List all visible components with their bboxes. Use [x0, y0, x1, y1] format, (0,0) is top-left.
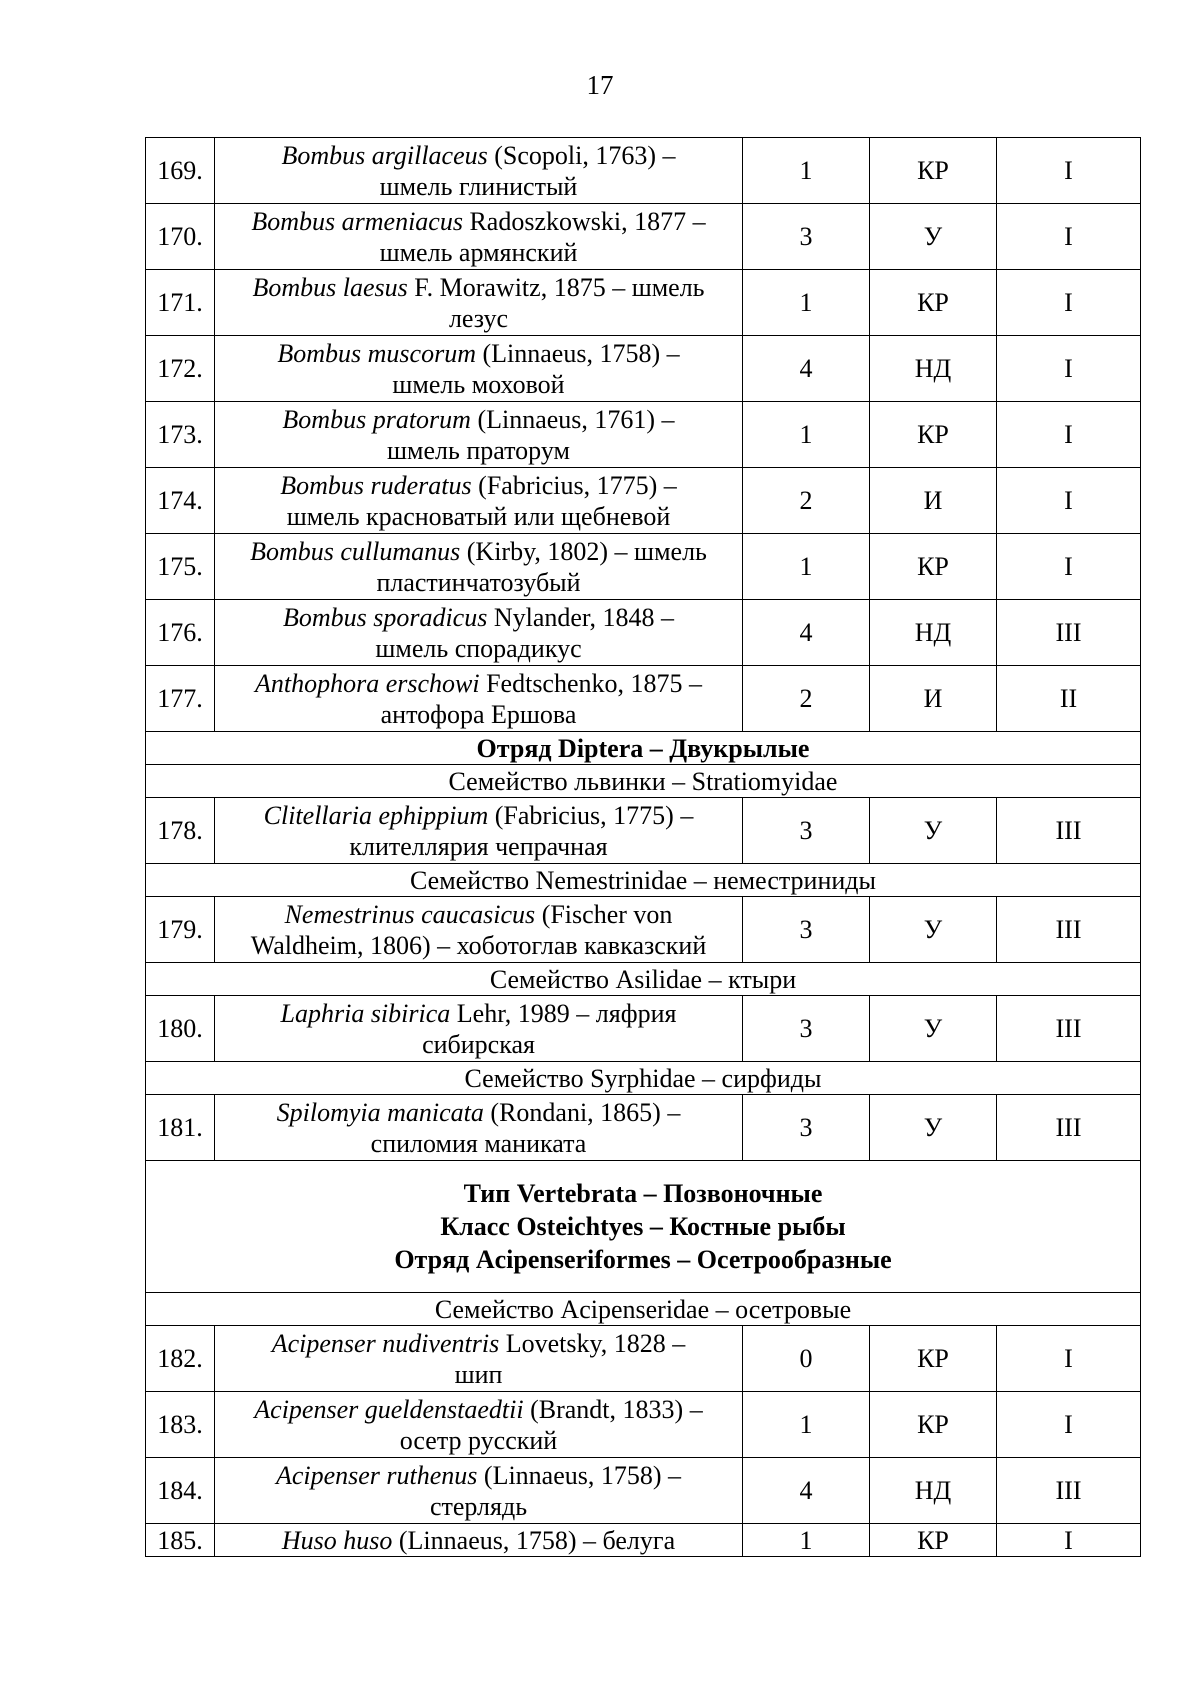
- latin-name: Anthophora erschowi: [254, 668, 480, 698]
- rarity-category: 4: [743, 1458, 870, 1524]
- priority-level: III: [997, 798, 1141, 864]
- latin-name: Bombus sporadicus: [282, 602, 488, 632]
- species-name: [215, 798, 743, 864]
- common-name-line: Waldheim, 1806) – хоботоглав кавказский: [250, 930, 707, 960]
- author-and-common-name: Radoszkowski, 1877 –: [462, 206, 706, 236]
- author-and-common-name: (Linnaeus, 1761) –: [470, 404, 675, 434]
- priority-level: III: [997, 996, 1141, 1062]
- page-number: 17: [586, 70, 614, 100]
- rarity-category: 1: [743, 1392, 870, 1458]
- author-and-common-name: Lovetsky, 1828 –: [499, 1328, 686, 1358]
- rarity-category: 3: [743, 897, 870, 963]
- species-row: [146, 138, 1141, 204]
- author-and-common-name: (Fabricius, 1775) –: [471, 470, 677, 500]
- priority-level: III: [997, 1095, 1141, 1161]
- latin-name: Nemestrinus caucasicus: [284, 899, 536, 929]
- priority-level: I: [997, 138, 1141, 204]
- rarity-category: 1: [743, 402, 870, 468]
- taxon-line: Тип Vertebrata – Позвоночные: [463, 1179, 823, 1208]
- rarity-category: 2: [743, 666, 870, 732]
- priority-level: III: [997, 600, 1141, 666]
- species-row: [146, 996, 1141, 1062]
- latin-name: Bombus pratorum: [282, 404, 471, 434]
- author-and-common-name: (Linnaeus, 1758) – белуга: [392, 1525, 676, 1555]
- status-code: У: [870, 798, 997, 864]
- status-code: КР: [870, 402, 997, 468]
- species-row: [146, 798, 1141, 864]
- common-name-line: шмель моховой: [392, 369, 565, 399]
- priority-level: II: [997, 666, 1141, 732]
- family-header-row: [146, 765, 1141, 798]
- rarity-category: 3: [743, 204, 870, 270]
- family-title: Семейство Acipenseridae – осетровые: [146, 1293, 1141, 1326]
- author-and-common-name: (Scopoli, 1763) –: [487, 140, 676, 170]
- common-name-line: осетр русский: [399, 1425, 558, 1455]
- status-code: КР: [870, 1326, 997, 1392]
- priority-level: I: [997, 204, 1141, 270]
- species-row: [146, 1095, 1141, 1161]
- species-row: [146, 666, 1141, 732]
- common-name-line: шмель красноватый или щебневой: [286, 501, 671, 531]
- row-number: 173.: [146, 402, 215, 468]
- family-title: Семейство Nemestrinidae – неместриниды: [146, 864, 1141, 897]
- status-code: КР: [870, 1524, 997, 1557]
- latin-name: Bombus cullumanus: [250, 536, 461, 566]
- status-code: У: [870, 996, 997, 1062]
- species-name: [215, 897, 743, 963]
- taxon-line: Отряд Acipenseriformes – Осетрообразные: [394, 1245, 892, 1274]
- rarity-category: 3: [743, 1095, 870, 1161]
- species-name: [215, 996, 743, 1062]
- status-code: У: [870, 1095, 997, 1161]
- latin-name: Bombus laesus: [252, 272, 408, 302]
- common-name-line: лезус: [448, 303, 509, 333]
- latin-name: Bombus ruderatus: [280, 470, 472, 500]
- rarity-category: 1: [743, 534, 870, 600]
- common-name-line: сибирская: [422, 1029, 535, 1059]
- row-number: 177.: [146, 666, 215, 732]
- species-name: [215, 138, 743, 204]
- rarity-category: 4: [743, 600, 870, 666]
- priority-level: III: [997, 897, 1141, 963]
- common-name-line: пластинчатозубый: [376, 567, 581, 597]
- status-code: КР: [870, 270, 997, 336]
- common-name-line: антофора Ершова: [380, 699, 577, 729]
- row-number: 174.: [146, 468, 215, 534]
- latin-name: Bombus argillaceus: [281, 140, 488, 170]
- author-and-common-name: (Kirby, 1802) – шмель: [460, 536, 707, 566]
- species-row: [146, 336, 1141, 402]
- row-number: 175.: [146, 534, 215, 600]
- species-name: [215, 270, 743, 336]
- status-code: У: [870, 897, 997, 963]
- latin-name: Bombus muscorum: [277, 338, 476, 368]
- species-name: [215, 1326, 743, 1392]
- family-title: Семейство Asilidae – ктыри: [146, 963, 1141, 996]
- rarity-category: 0: [743, 1326, 870, 1392]
- status-code: НД: [870, 1458, 997, 1524]
- row-number: 182.: [146, 1326, 215, 1392]
- row-number: 181.: [146, 1095, 215, 1161]
- row-number: 169.: [146, 138, 215, 204]
- latin-name: Acipenser ruthenus: [275, 1460, 478, 1490]
- author-and-common-name: Nylander, 1848 –: [487, 602, 675, 632]
- species-name: [215, 534, 743, 600]
- species-row: [146, 270, 1141, 336]
- species-row: [146, 468, 1141, 534]
- status-code: КР: [870, 1392, 997, 1458]
- status-code: НД: [870, 600, 997, 666]
- row-number: 179.: [146, 897, 215, 963]
- rarity-category: 4: [743, 336, 870, 402]
- family-title: Семейство Syrphidae – сирфиды: [146, 1062, 1141, 1095]
- common-name-line: стерлядь: [429, 1491, 528, 1521]
- status-code: КР: [870, 534, 997, 600]
- latin-name: Acipenser nudiventris: [271, 1328, 500, 1358]
- status-code: И: [870, 666, 997, 732]
- family-header-row: [146, 864, 1141, 897]
- rarity-category: 1: [743, 138, 870, 204]
- species-row: [146, 1326, 1141, 1392]
- family-header-row: [146, 1293, 1141, 1326]
- priority-level: I: [997, 468, 1141, 534]
- species-name: [215, 468, 743, 534]
- family-header-row: [146, 963, 1141, 996]
- species-row: [146, 402, 1141, 468]
- order-title: Отряд Diptera – Двукрылые: [146, 732, 1141, 765]
- author-and-common-name: (Rondani, 1865) –: [483, 1097, 681, 1127]
- row-number: 180.: [146, 996, 215, 1062]
- common-name-line: шмель спорадикус: [375, 633, 582, 663]
- latin-name: Spilomyia manicata: [276, 1097, 484, 1127]
- latin-name: Laphria sibirica: [280, 998, 451, 1028]
- species-row: [146, 1524, 1141, 1557]
- common-name-line: шип: [454, 1359, 503, 1389]
- latin-name: Acipenser gueldenstaedtii: [254, 1394, 524, 1424]
- taxon-block-row: [146, 1161, 1141, 1293]
- common-name-line: спиломия маниката: [370, 1128, 587, 1158]
- priority-level: III: [997, 1458, 1141, 1524]
- species-name: [215, 1392, 743, 1458]
- common-name-line: шмель праторум: [387, 435, 570, 465]
- row-number: 185.: [146, 1524, 215, 1557]
- rarity-category: 2: [743, 468, 870, 534]
- species-name: [215, 1524, 743, 1557]
- common-name-line: клителлярия чепрачная: [349, 831, 608, 861]
- species-row: [146, 1392, 1141, 1458]
- family-title: Семейство львинки – Stratiomyidae: [146, 765, 1141, 798]
- priority-level: I: [997, 534, 1141, 600]
- common-name-line: шмель армянский: [379, 237, 578, 267]
- row-number: 178.: [146, 798, 215, 864]
- priority-level: I: [997, 336, 1141, 402]
- rarity-category: 3: [743, 798, 870, 864]
- row-number: 172.: [146, 336, 215, 402]
- priority-level: I: [997, 270, 1141, 336]
- author-and-common-name: (Fabricius, 1775) –: [488, 800, 694, 830]
- latin-name: Bombus armeniacus: [251, 206, 463, 236]
- species-row: [146, 897, 1141, 963]
- status-code: У: [870, 204, 997, 270]
- species-table: [145, 137, 1141, 1557]
- author-and-common-name: (Linnaeus, 1758) –: [477, 1460, 682, 1490]
- row-number: 171.: [146, 270, 215, 336]
- taxon-line: Класс Osteichtyes – Костные рыбы: [440, 1212, 846, 1241]
- species-name: [215, 666, 743, 732]
- author-and-common-name: F. Morawitz, 1875 – шмель: [407, 272, 705, 302]
- author-and-common-name: (Fischer von: [535, 899, 673, 929]
- priority-level: I: [997, 1524, 1141, 1557]
- author-and-common-name: (Brandt, 1833) –: [523, 1394, 703, 1424]
- row-number: 183.: [146, 1392, 215, 1458]
- rarity-category: 3: [743, 996, 870, 1062]
- priority-level: I: [997, 1392, 1141, 1458]
- species-row: [146, 1458, 1141, 1524]
- priority-level: I: [997, 402, 1141, 468]
- row-number: 184.: [146, 1458, 215, 1524]
- species-row: [146, 600, 1141, 666]
- priority-level: I: [997, 1326, 1141, 1392]
- author-and-common-name: (Linnaeus, 1758) –: [475, 338, 680, 368]
- status-code: И: [870, 468, 997, 534]
- row-number: 170.: [146, 204, 215, 270]
- species-name: [215, 1095, 743, 1161]
- latin-name: Huso huso: [281, 1525, 393, 1555]
- species-row: [146, 204, 1141, 270]
- status-code: КР: [870, 138, 997, 204]
- latin-name: Clitellaria ephippium: [263, 800, 489, 830]
- author-and-common-name: Fedtschenko, 1875 –: [479, 668, 703, 698]
- common-name-line: шмель глинистый: [379, 171, 578, 201]
- species-name: [215, 204, 743, 270]
- species-name: [215, 336, 743, 402]
- author-and-common-name: Lehr, 1989 – ляфрия: [450, 998, 677, 1028]
- order-header-row: [146, 732, 1141, 765]
- species-row: [146, 534, 1141, 600]
- row-number: 176.: [146, 600, 215, 666]
- family-header-row: [146, 1062, 1141, 1095]
- species-name: [215, 402, 743, 468]
- rarity-category: 1: [743, 270, 870, 336]
- species-table-body: [146, 138, 1141, 1557]
- species-name: [215, 600, 743, 666]
- taxon-block: [146, 1161, 1141, 1293]
- status-code: НД: [870, 336, 997, 402]
- rarity-category: 1: [743, 1524, 870, 1557]
- species-name: [215, 1458, 743, 1524]
